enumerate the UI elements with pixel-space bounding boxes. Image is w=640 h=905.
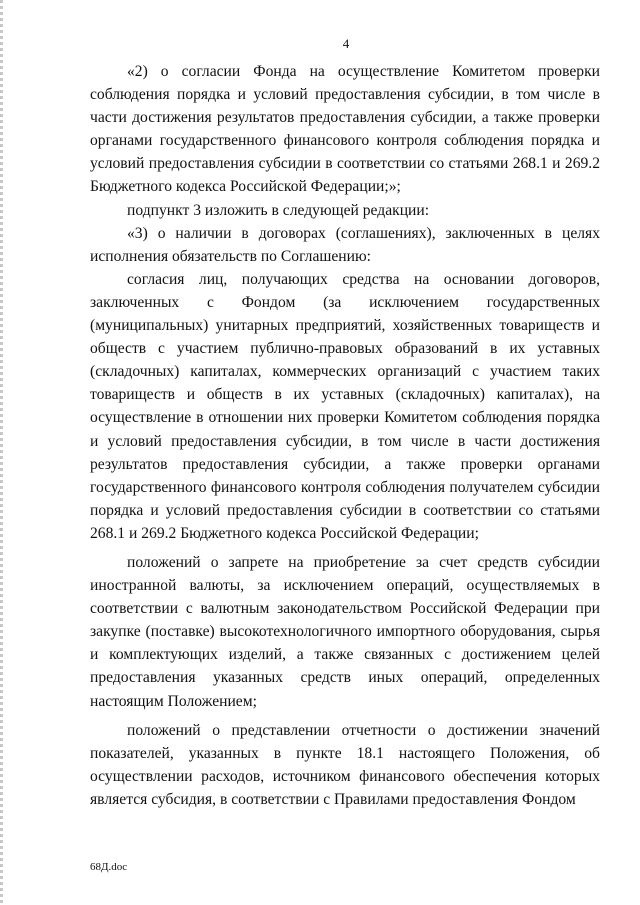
paragraph-clause-2: «2) о согласии Фонда на осуществление Комитетом проверки соблюдения порядка и условий предоставления субсидии, в том числе в части достижения результатов предоставления субсидии, а также проверки органами государственного финансового контроля соблюдения порядка и условий предоставления субсидии в соответствии со статьями 268.1 и 269.2 Бюджетного кодекса Российской Федерации;»; xyxy=(90,63,600,196)
paragraph-currency-ban: положений о запрете на приобретение за счет средств субсидии иностранной валюты, за исключением операций, осуществляемых в соответствии с валютным законодательством Российской Федерации при закупке (поставке) высокотехнологичного импортного оборудования, сырья и комплектующих изделий, а также связанных с достижением целей предоставления указанных средств иных операций, определенных настоящим Положением; xyxy=(90,553,600,710)
paragraph-subclause-3-intro: подпункт 3 изложить в следующей редакции: xyxy=(127,201,430,219)
paragraph-consent: согласия лиц, получающих средства на основании договоров, заключенных с Фондом (за исключением государственных (муниципальных) унитарных предприятий, хозяйственных товариществ и обществ с участием публично-правовых образований в их уставных (складочных) капиталах, коммерческих организаций с участием таких товариществ и обществ в их уставных (складочных) капиталах), на осуществление в отношении них проверки Комитетом соблюдения порядка и условий предоставления субсидии, в том числе в части достижения результатов предоставления субсидии, а также проверки органами государственного финансового контроля соблюдения получателем субсидии порядка и условий предоставления субсидии в соответствии со статьями 268.1 и 269.2 Бюджетного кодекса Российской Федерации; xyxy=(90,270,600,542)
footer-filename: 68Д.doc xyxy=(90,861,128,873)
paragraph-clause-3: «3) о наличии в договорах (соглашениях), заключенных в целях исполнения обязательств по Соглашению: xyxy=(90,224,600,265)
scan-edge-strip xyxy=(0,0,3,905)
page-number: 4 xyxy=(342,36,350,51)
paragraph-reporting: положений о представлении отчетности о достижении значений показателей, указанных в пункте 18.1 настоящего Положения, об осуществлении расходов, источником финансового обеспечения которых является субсидия, в соответствии с Правилами предоставления Фондом xyxy=(90,721,600,808)
document-body xyxy=(90,60,600,811)
